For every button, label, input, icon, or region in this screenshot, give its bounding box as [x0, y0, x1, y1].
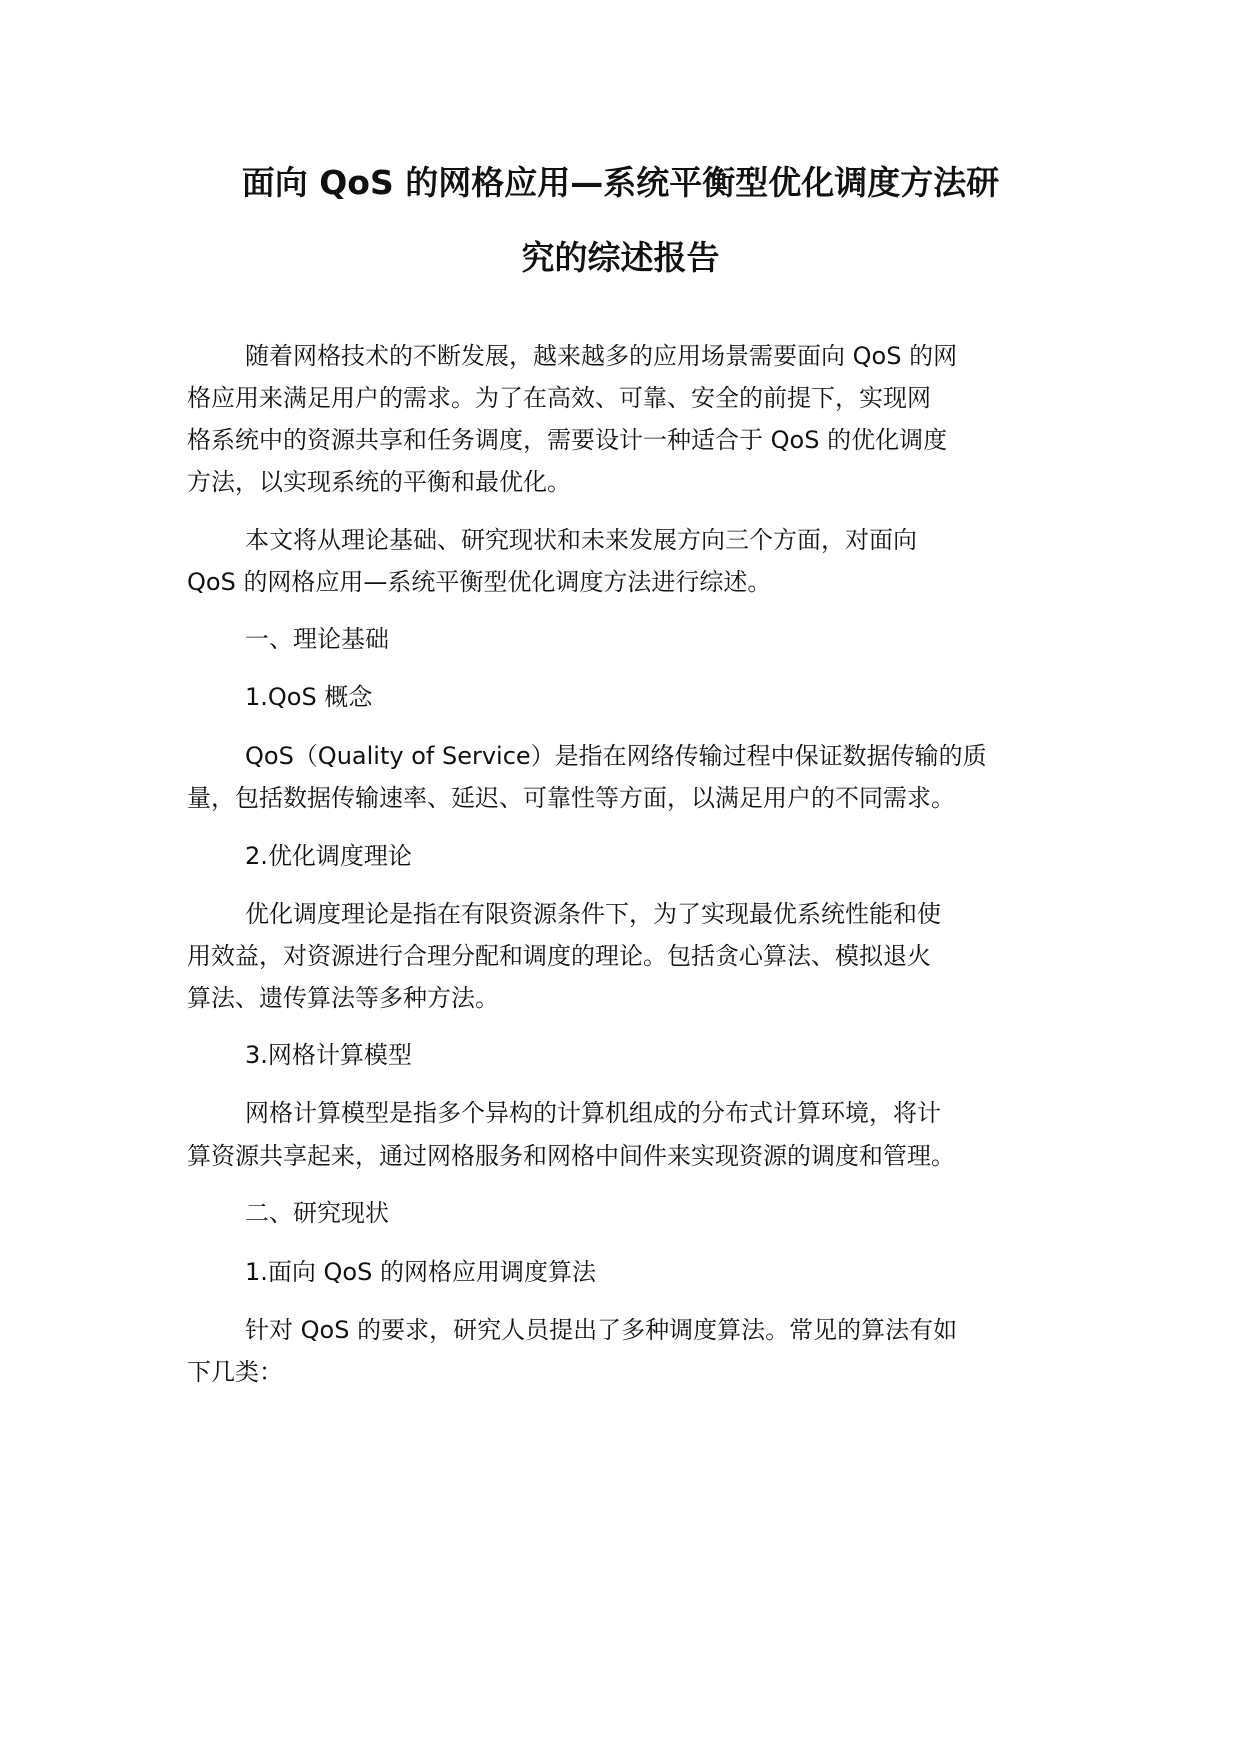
paragraph-2-line-2: QoS 的网格应用—系统平衡型优化调度方法进行综述。 — [187, 568, 772, 596]
paragraph-2-line-1: 本文将从理论基础、研究现状和未来发展方向三个方面，对面向 — [245, 526, 917, 554]
subheading-optimization-theory: 2.优化调度理论 — [245, 842, 412, 870]
paragraph-grid-line-1: 网格计算模型是指多个异构的计算机组成的分布式计算环境，将计 — [245, 1099, 941, 1127]
document-title-line-2: 究的综述报告 — [521, 238, 720, 277]
paragraph-optimization-line-1: 优化调度理论是指在有限资源条件下，为了实现最优系统性能和使 — [245, 900, 941, 928]
section-heading-research-status: 二、研究现状 — [245, 1199, 389, 1227]
paragraph-qos-line-1: QoS（Quality of Service）是指在网络传输过程中保证数据传输的质 — [245, 742, 987, 770]
paragraph-qos-line-2: 量，包括数据传输速率、延迟、可靠性等方面，以满足用户的不同需求。 — [187, 784, 955, 812]
paragraph-grid-line-2: 算资源共享起来，通过网格服务和网格中间件来实现资源的调度和管理。 — [187, 1142, 955, 1170]
document-title-line-1: 面向 QoS 的网格应用—系统平衡型优化调度方法研 — [241, 163, 1000, 202]
paragraph-1-line-3: 格系统中的资源共享和任务调度，需要设计一种适合于 QoS 的优化调度 — [187, 426, 948, 454]
subheading-qos-scheduling: 1.面向 QoS 的网格应用调度算法 — [245, 1258, 596, 1286]
paragraph-optimization-line-3: 算法、遗传算法等多种方法。 — [187, 984, 499, 1012]
paragraph-algorithms-line-1: 针对 QoS 的要求，研究人员提出了多种调度算法。常见的算法有如 — [245, 1316, 958, 1344]
section-heading-theory: 一、理论基础 — [245, 625, 389, 653]
subheading-qos-concept: 1.QoS 概念 — [245, 683, 373, 711]
paragraph-algorithms-line-2: 下几类： — [187, 1358, 283, 1386]
paragraph-1-line-2: 格应用来满足用户的需求。为了在高效、可靠、安全的前提下，实现网 — [187, 384, 931, 412]
paragraph-optimization-line-2: 用效益，对资源进行合理分配和调度的理论。包括贪心算法、模拟退火 — [187, 942, 931, 970]
subheading-grid-model: 3.网格计算模型 — [245, 1041, 412, 1069]
paragraph-1-line-4: 方法，以实现系统的平衡和最优化。 — [187, 468, 571, 496]
paragraph-1-line-1: 随着网格技术的不断发展，越来越多的应用场景需要面向 QoS 的网 — [245, 342, 958, 370]
